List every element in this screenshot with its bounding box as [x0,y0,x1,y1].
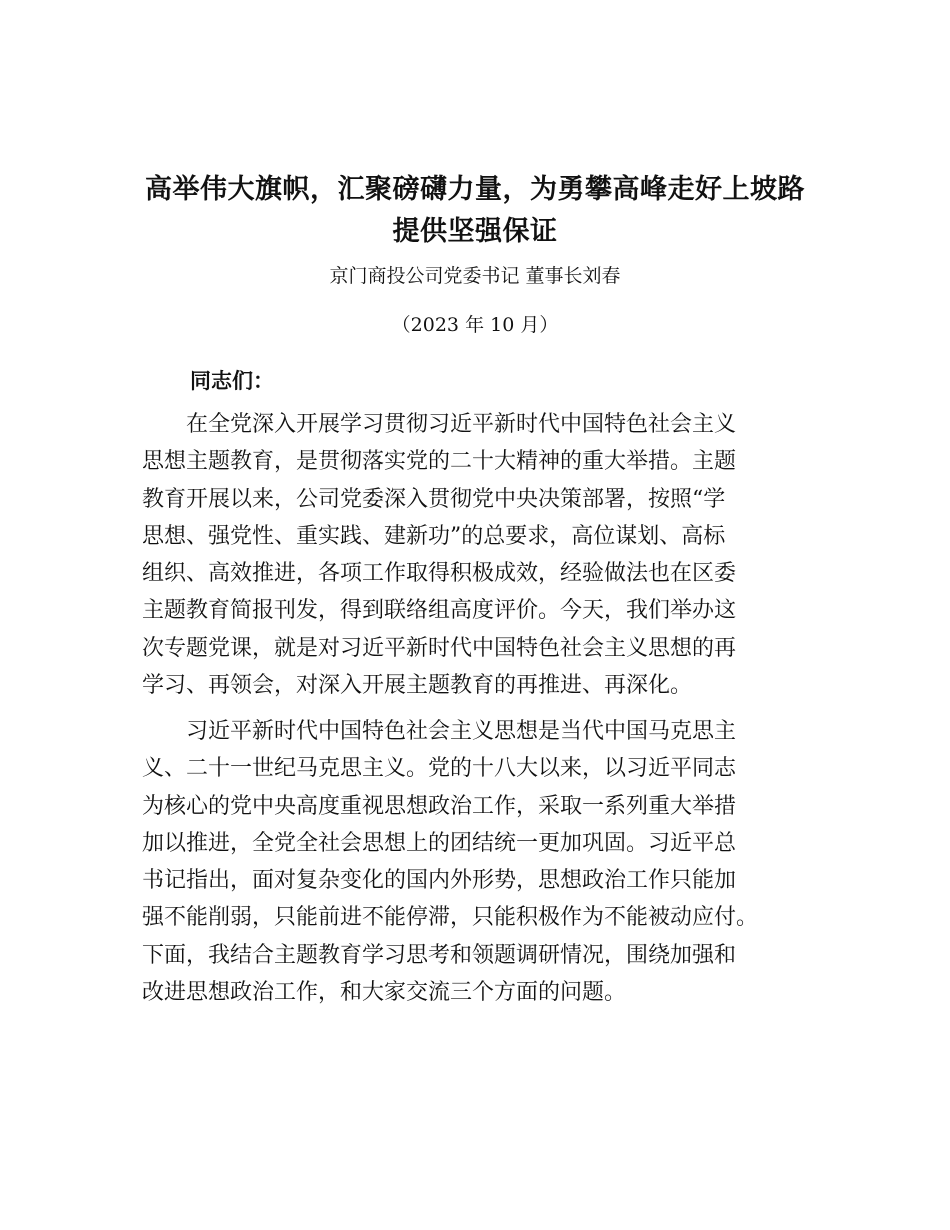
document-title-line-2: 提供坚强保证 [392,216,558,247]
document-title-line-1: 高举伟大旗帜，汇聚磅礴力量，为勇攀高峰走好上坡路 [145,174,805,205]
body-paragraph-2: 习近平新时代中国特色社会主义思想是当代中国马克思主 义、二十一世纪马克思主义。党的十八大以来，以习近平同志 为核心的党中央高度重视思想政治工作，采取一系列重大举措 加以推进，全党全社会思想上的团结统一更加巩固。习近平总 书记指出，面对复杂变化的国内外形势，思想政治工作只能加 强不能削弱，只能前进不能停滞，只能积极作为不能被动应付。 下面，我结合主题教育学习思考和领题调研情况，围绕加强和 改进思想政治工作，和大家交流三个方面的问题。 [142,719,759,1006]
author-line: 京门商投公司党委书记 董事长刘春 [329,265,621,287]
date-line: （2023 年 10 月） [391,314,559,336]
salutation: 同志们： [190,369,274,393]
body-paragraph-1: 在全党深入开展学习贯彻习近平新时代中国特色社会主义 思想主题教育，是贯彻落实党的二十大精神的重大举措。主题 教育开展以来，公司党委深入贯彻党中央决策部署，按照“学 思想、强党性、重实践、建新功”的总要求，高位谋划、高标 组织、高效推进，各项工作取得积极成效，经验做法也在区委 主题教育简报刊发，得到联络组高度评价。今天，我们举办这 次专题党课，就是对习近平新时代中国特色社会主义思想的再 学习、再领会，对深入开展主题教育的再推进、再深化。 [142,412,737,699]
